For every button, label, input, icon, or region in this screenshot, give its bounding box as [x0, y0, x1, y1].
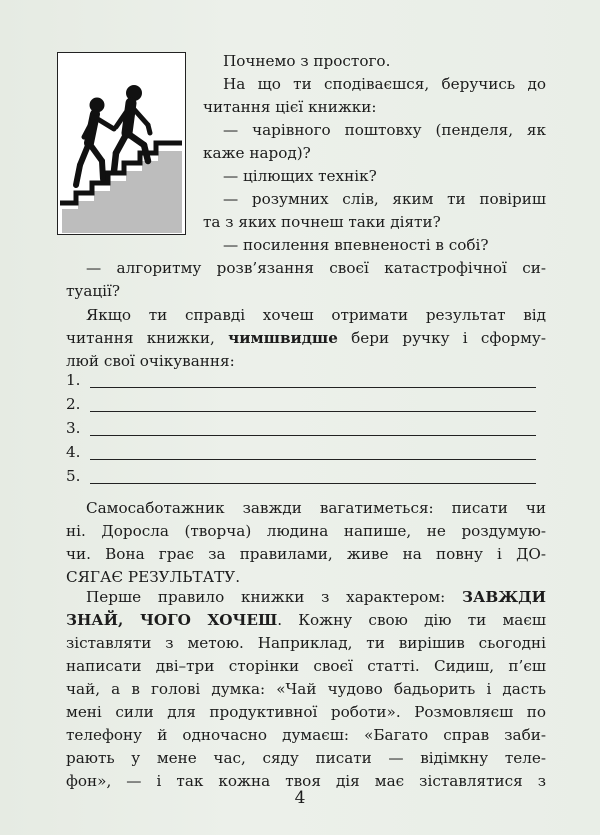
- people-climbing-stairs-icon: [58, 53, 184, 233]
- paragraph-line: Перше правило книжки з характером: ЗАВЖДИ: [86, 588, 546, 606]
- stairs-illustration: [57, 52, 186, 235]
- paragraph-line: мені сили для продуктивної роботи». Розмовляєш по: [66, 703, 546, 721]
- paragraph-line: чай, а в голові думка: «Чай чудово бадьорить і дасть: [66, 680, 546, 698]
- bleed-through-shadow: [552, 40, 600, 220]
- intro-line: каже народ)?: [203, 144, 311, 162]
- emphasis-text: ЗНАЙ, ЧОГО ХОЧЕШ: [66, 611, 278, 629]
- paragraph-line: Якщо ти справді хочеш отримати результат від: [86, 306, 546, 324]
- intro-line: та з яких почнеш таки діяти?: [203, 213, 441, 231]
- expectation-field[interactable]: 4.: [66, 443, 546, 466]
- intro-line: — посилення впевненості в собі?: [223, 236, 489, 254]
- paragraph-line: телефону й одночасно думаєш: «Багато справ заби-: [66, 726, 546, 744]
- paragraph-line: ЗНАЙ, ЧОГО ХОЧЕШ. Кожну свою дію ти маєш: [66, 611, 546, 629]
- intro-line: — чарівного поштовху (пенделя, як: [223, 121, 546, 139]
- paragraph-line: рають у мене час, сяду писати — відімкну теле-: [66, 749, 546, 767]
- intro-line: На що ти сподіваєшся, беручись до: [223, 75, 546, 93]
- expectation-field[interactable]: 2.: [66, 395, 546, 418]
- paragraph-line: читання книжки, чимшвидше бери ручку і сформу-: [66, 329, 546, 347]
- paragraph-line: написати дві–три сторінки своєї статті. Сидиш, п’єш: [66, 657, 546, 675]
- paragraph-line: чи. Вона грає за правилами, живе на повну і ДО-: [66, 545, 546, 563]
- paragraph-line: фон», — і так кожна твоя дія має зіставлятися з: [66, 772, 546, 790]
- emphasis-text: ЗАВЖДИ: [462, 588, 546, 606]
- intro-line: Почнемо з простого.: [223, 52, 391, 70]
- paragraph-line: СЯГАЄ РЕЗУЛЬТАТУ.: [66, 568, 241, 586]
- paragraph-line: туації?: [66, 282, 121, 300]
- paragraph-line: — алгоритму розв’язання своєї катастрофічної си-: [86, 259, 546, 277]
- intro-line: — розумних слів, яким ти повіриш: [223, 190, 546, 208]
- intro-line: — цілющих технік?: [223, 167, 377, 185]
- expectation-field[interactable]: 1.: [66, 371, 546, 394]
- intro-line: читання цієї книжки:: [203, 98, 377, 116]
- paragraph-line: люй свої очікування:: [66, 352, 235, 370]
- emphasis-text: чимшвидше: [228, 329, 338, 347]
- expectation-field[interactable]: 5.: [66, 467, 546, 490]
- page-number: 4: [294, 788, 306, 808]
- paragraph-line: зіставляти з метою. Наприклад, ти вирішив сьогодні: [66, 634, 546, 652]
- paragraph-line: Самосаботажник завжди вагатиметься: писати чи: [86, 499, 546, 517]
- paragraph-line: ні. Доросла (творча) людина напише, не роздумую-: [66, 522, 546, 540]
- expectation-field[interactable]: 3.: [66, 419, 546, 442]
